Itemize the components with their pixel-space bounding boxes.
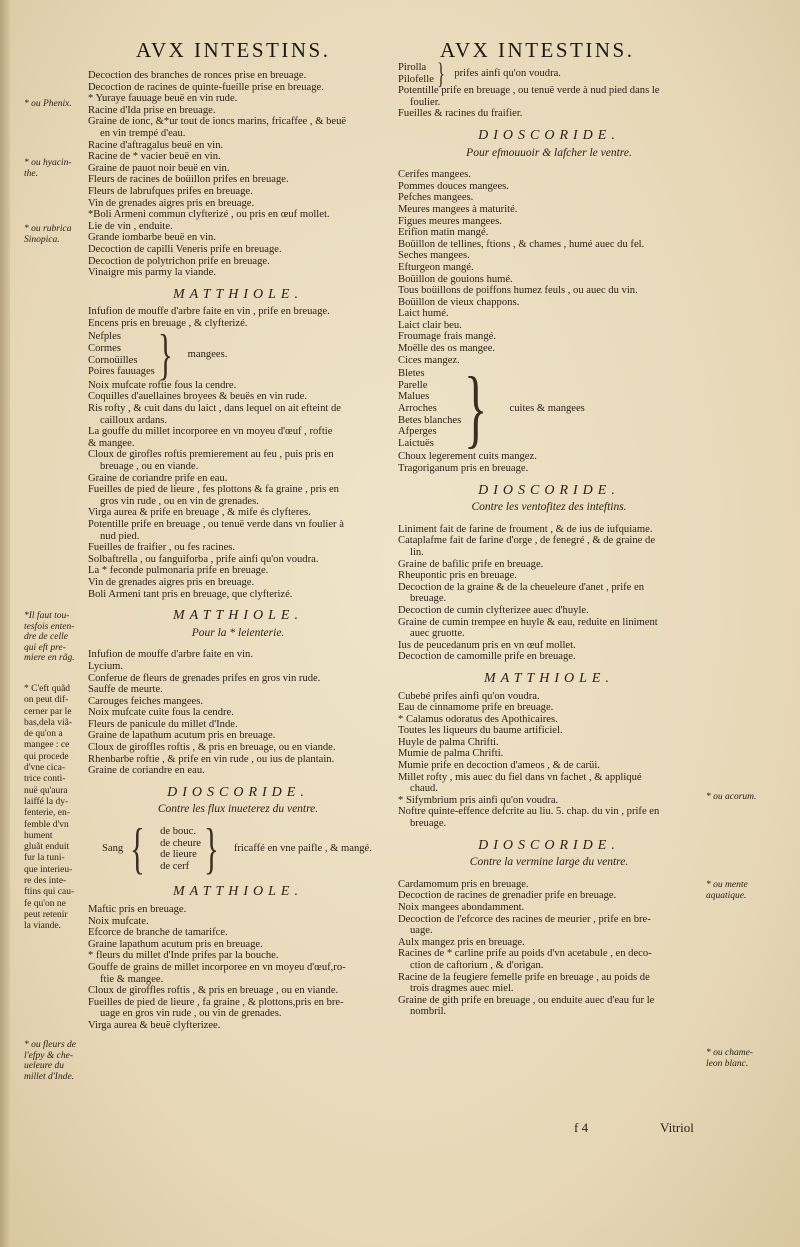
remedy-line: Grande iombarbe beuë en vin. <box>88 232 216 244</box>
remedy-line: Choux legerement cuits mangez. <box>398 451 537 463</box>
remedy-line: Graine de gith prife en breuage , ou enduite auec d'eau fur le <box>398 994 655 1006</box>
bracket-item: Malues <box>398 391 430 403</box>
remedy-line: Sauffe de meurte. <box>88 684 163 696</box>
margin-note-phenix: * ou Phenix. <box>24 99 72 109</box>
remedy-list <box>88 649 388 777</box>
remedy-line: Vinaigre mis parmy la viande. <box>88 267 216 279</box>
remedy-line: nombril. <box>410 1006 447 1018</box>
margin-note-pulmonaria: *Il faut tou- tesfois enten- dre de celle qui eft pre- miere en rãg. <box>24 611 75 663</box>
subsection-heading: Contre les flux inueterez du ventre. <box>157 803 319 816</box>
bracket-item: de bouc. <box>160 826 196 838</box>
brace-icon: } <box>436 56 445 90</box>
remedy-line: en vin trempé d'eau. <box>100 127 186 139</box>
remedy-list <box>88 70 388 279</box>
remedy-line: Efcorce de branche de tamarifce. <box>88 927 228 939</box>
remedy-line: Graine de coriandre prife en eau. <box>88 472 228 484</box>
section-heading: DIOSCORIDE. <box>478 837 620 853</box>
bracket-items <box>398 62 434 85</box>
margin-note-rubrica: * ou rubrica Sinopica. <box>24 224 72 245</box>
remedy-line: Mumie prife en decoction d'ameos , & de carüi. <box>398 760 600 772</box>
remedy-line: Pommes douces mangees. <box>398 180 509 192</box>
remedy-line: Boüillon de vieux chappons. <box>398 296 520 308</box>
remedy-line: foulier. <box>410 96 441 108</box>
remedy-line: chaud. <box>410 783 438 795</box>
remedy-line: Graine de pauot noir beuë en vin. <box>88 162 230 174</box>
bracket-group-pirolla <box>398 56 700 90</box>
remedy-line: Cerifes mangees. <box>398 169 471 181</box>
margin-note-leienterie: * C'eft quãd on peut dif- cerner par le bas,dela viã- de qu'on a mangee : ce qui procede d'vne cica- trice conti- nuë qu'aura laiffé la dy- fenterie, en- femble d'vn hument gluãt enduit fur la tuni- que interieu- re des inte- ftins qui cau- fe qu'on ne peut retenir la viande. <box>24 684 75 932</box>
brace-icon: } <box>203 818 219 881</box>
remedy-line: La gouffe du millet incorporee en vn moyeu d'œuf , roftie <box>88 426 333 438</box>
remedy-line: Vin de grenades aigres pris en breuage. <box>88 197 255 209</box>
section-heading: DIOSCORIDE. <box>478 127 620 143</box>
remedy-line: Fleurs de labrufques prifes en breuage. <box>88 185 253 197</box>
remedy-line: ftie & mangee. <box>100 973 164 985</box>
remedy-line: Cices mangez. <box>398 354 460 366</box>
remedy-line: Encens pris en breuage , & clyfterizé. <box>88 317 248 329</box>
remedy-line: Fueilles & racines du fraifier. <box>398 108 523 120</box>
remedy-list <box>398 85 700 120</box>
section-heading: MATTHIOLE. <box>484 670 614 686</box>
remedy-line: Erifïon matin mangé. <box>398 227 489 239</box>
remedy-line: Moëlle des os mangee. <box>398 343 496 355</box>
remedy-line: Racines de * carline prife au poids d'vn acetabule , en deco- <box>398 948 652 960</box>
remedy-line: Meures mangees à maturité. <box>398 203 518 215</box>
remedy-line: Cloux de giroffles roftis , & pris en breuage , ou en viande. <box>88 985 339 997</box>
remedy-line: Cloux de giroffles roftis , & pris en breuage, ou en viande. <box>88 742 336 754</box>
bracket-item: de cerf <box>160 860 190 872</box>
remedy-line: Decoction de capilli Veneris prife en breuage. <box>88 243 282 255</box>
section-heading: DIOSCORIDE. <box>478 482 620 498</box>
remedy-line: Graine de ionc, &*ur tout de ioncs marins, fricaffee , & beuë <box>88 116 347 128</box>
remedy-line: lin. <box>410 546 424 558</box>
bracket-group-sang <box>102 818 388 881</box>
remedy-line: & mangee. <box>88 437 135 449</box>
remedy-line: Seches mangees. <box>398 250 470 262</box>
remedy-line: Lie de vin , enduite. <box>88 220 173 232</box>
running-head-left: AVX INTESTINS. <box>136 38 331 62</box>
remedy-line: auec gruotte. <box>410 628 465 640</box>
brace-icon: } <box>464 359 488 457</box>
remedy-line: Toutes les liqueurs du baume artificiel. <box>398 725 563 737</box>
remedy-line: Gouffe de grains de millet incorporee en vn moyeu d'œuf,ro- <box>88 961 346 973</box>
remedy-line: Decoction de racines de grenadier prife en breuage. <box>398 890 617 902</box>
subsection-heading: Pour la * leienterie. <box>191 626 285 639</box>
remedy-line: Graine lapathum acutum pris en breuage. <box>88 938 263 950</box>
remedy-line: *Boli Armeni commun clyfterizé , ou pris en œuf mollet. <box>88 209 330 221</box>
remedy-line: Racine d'aftragalus beuë en vin. <box>88 139 224 151</box>
remedy-line: uage en gros vin rude , ou vin de grenades. <box>100 1008 282 1020</box>
remedy-line: Decoction de polytrichon prife en breuage. <box>88 255 270 267</box>
remedy-line: breuage , ou en viande. <box>100 461 199 472</box>
left-column <box>88 0 388 1032</box>
bracket-items <box>398 368 461 449</box>
remedy-line: Graine de cumin trempee en huyle & eau, reduite en liniment <box>398 616 658 628</box>
remedy-line: Infufion de mouffe d'arbre faite en vin , prife en breuage. <box>88 306 330 318</box>
remedy-line: Mumie de palma Chrifti. <box>398 748 504 760</box>
remedy-line: Vin de grenades aigres pris en breuage. <box>88 576 255 588</box>
subsection-heading: Contre les ventofitez des inteftins. <box>471 501 627 514</box>
margin-note-mente: * ou mente aquatique. <box>706 880 748 901</box>
remedy-line: Graine de lapathum acutum pris en breuage. <box>88 730 276 742</box>
subsection-heading: Pour efmouuoir & lafcher le ventre. <box>466 146 632 159</box>
remedy-line: Fueilles de pied de lieure , fes plottons & fa graine , pris en <box>88 484 339 496</box>
remedy-line: ction de caftorium , & d'origan. <box>410 959 544 971</box>
bracket-item: de cheure <box>160 837 201 849</box>
remedy-list <box>398 451 700 474</box>
remedy-line: Eau de cinnamome prife en breuage. <box>398 702 554 714</box>
remedy-line: trois dragmes auec miel. <box>410 983 514 995</box>
remedy-line: Decoction de la graine & de la cheueleure d'anet , prife en <box>398 581 645 593</box>
remedy-line: Decoction de racines de quinte-fueille prise en breuage. <box>88 81 324 93</box>
remedy-line: Graine de coriandre en eau. <box>88 765 205 777</box>
remedy-line: Noix mufcate. <box>88 915 149 927</box>
remedy-line: Cubebé prifes ainfi qu'on voudra. <box>398 690 540 702</box>
section-heading: MATTHIOLE. <box>173 884 303 900</box>
bracket-label: cuites & mangees <box>509 403 585 415</box>
section-heading: MATTHIOLE. <box>173 608 303 624</box>
bracket-item: Pirolla <box>398 62 427 73</box>
remedy-line: Decoction de l'efcorce des racines de meurier , prife en bre- <box>398 913 651 925</box>
remedy-list <box>88 306 388 329</box>
remedy-line: Boüillon de gouions humé. <box>398 273 513 285</box>
remedy-line: Ris rofty , & cuit dans du laict , dans lequel on ait efteint de <box>88 403 342 415</box>
remedy-line: Lycium. <box>88 660 124 672</box>
remedy-line: Decoction de camomille prife en breuage. <box>398 651 576 663</box>
bracket-item: Bletes <box>398 368 425 380</box>
margin-note-acorum: * ou acorum. <box>706 792 757 802</box>
remedy-line: Fleurs de racines de boüillon prifes en breuage. <box>88 174 289 186</box>
remedy-line: Noix mufcate roftie fous la cendre. <box>88 379 237 391</box>
remedy-list <box>88 380 388 600</box>
remedy-list <box>398 169 700 366</box>
remedy-line: Racine d'Ida prise en breuage. <box>88 104 216 116</box>
remedy-line: La * feconde pulmonaria prife en breuage. <box>88 565 269 577</box>
remedy-list <box>398 879 700 1018</box>
remedy-line: Aulx mangez pris en breuage. <box>398 936 525 948</box>
remedy-line: Tragoriganum pris en breuage. <box>398 463 529 474</box>
remedy-line: Virga aurea & prife en breuage , & mife és clyfteres. <box>88 507 311 519</box>
remedy-line: Graine de bafilic prife en breuage. <box>398 558 544 570</box>
bracket-item: Cormes <box>88 343 121 355</box>
remedy-line: Boli Armeni tant pris en breuage, que clyfterizé. <box>88 588 293 600</box>
remedy-line: Racine de la feugiere femelle prife en breuage , au poids de <box>398 971 650 983</box>
remedy-line: Decoction de cumin clyfterizee auec d'huyle. <box>398 604 589 616</box>
page-gutter <box>0 0 10 1247</box>
remedy-line: Virga aurea & beuë clyfterizee. <box>88 1019 221 1031</box>
remedy-line: Millet rofty , mis auec du fiel dans vn fachet , & appliqué <box>398 771 642 783</box>
margin-note-chameleon: * ou chame- leon blanc. <box>706 1048 753 1069</box>
bracket-label: prifes ainfi qu'on voudra. <box>454 67 561 79</box>
bracket-label: mangees. <box>187 348 228 360</box>
remedy-line: breuage. <box>410 818 447 830</box>
remedy-line: Infufion de mouffe d'arbre faite en vin. <box>88 649 253 661</box>
remedy-line: cailloux ardans. <box>100 414 168 426</box>
bracket-item: de lieure <box>160 849 197 861</box>
margin-note-hyacinthe: * ou hyacin- the. <box>24 158 72 179</box>
signature-mark: f 4 <box>574 1120 589 1135</box>
running-head-right: AVX INTESTINS. <box>440 38 635 62</box>
remedy-line: breuage. <box>410 593 447 605</box>
remedy-line: uage. <box>410 925 433 937</box>
bracket-label: fricaffé en vne paifle , & mangé. <box>233 843 372 855</box>
remedy-line: Cloux de girofles roftis premierement au feu , puis pris en <box>88 449 334 461</box>
remedy-line: Liniment fait de farine de froument , & de ius de iufquiame. <box>398 523 653 535</box>
remedy-line: Rheupontic pris en breuage. <box>398 570 517 582</box>
remedy-line: Noftre quinte-effence defcrite au liu. 5. chap. du vin , prife en <box>398 806 660 818</box>
brace-open-icon: { <box>130 818 145 881</box>
bracket-item: Pilofelle <box>398 73 434 85</box>
bracket-item: Cornoüilles <box>88 354 138 366</box>
remedy-line: Cardamomum pris en breuage. <box>398 878 529 890</box>
remedy-list <box>398 691 700 830</box>
remedy-line: Rhenbarbe roftie , & prife en vin rude , ou ius de plantain. <box>88 753 335 765</box>
bracket-item: Laictuës <box>398 437 434 449</box>
bracket-item: Betes blanches <box>398 414 462 426</box>
bracket-item: Afperges <box>398 426 437 438</box>
remedy-line: Laict clair beu. <box>398 319 462 331</box>
remedy-line: Huyle de palma Chrifti. <box>398 736 499 748</box>
bracket-item: Arroches <box>398 403 437 415</box>
remedy-line: Boüillon de tellines, ftions , & chames , humé auec du fel. <box>398 238 645 250</box>
remedy-line: Fueilles de pied de lieure , fa graine , & plottons,pris en bre- <box>88 996 344 1008</box>
remedy-line: Froumage frais mangé. <box>398 331 496 343</box>
remedy-line: Solbaftrella , ou fanguiforba , prife ainfi qu'on voudra. <box>88 553 319 565</box>
remedy-line: Fueilles de fraifier , ou fes racines. <box>88 542 236 554</box>
bracket-items <box>88 331 155 377</box>
remedy-line: gros vin rude , ou en vin de grenades. <box>100 495 259 507</box>
remedy-list <box>398 524 700 663</box>
bracket-item: Nefples <box>88 331 121 343</box>
margin-note-millet: * ou fleurs de l'efpy & che- ueleure du millet d'Inde. <box>24 1040 76 1082</box>
remedy-line: nud pied. <box>100 530 140 542</box>
remedy-line: Ius de peucedanum pris en vn œuf mollet. <box>398 639 576 651</box>
remedy-line: Pefches mangees. <box>398 192 474 204</box>
bracket-items <box>160 826 201 872</box>
catchword: Vitriol <box>660 1120 694 1135</box>
remedy-line: Racine de * vacier beuë en vin. <box>88 151 221 163</box>
subsection-heading: Contre la vermine large du ventre. <box>469 856 629 869</box>
bracket-item: Parelle <box>398 379 428 391</box>
remedy-line: * Yuraye fauuage beuë en vin rude. <box>88 93 238 105</box>
remedy-line: Laict humé. <box>398 308 449 320</box>
right-column <box>398 0 700 1018</box>
remedy-line: Cataplafme fait de farine d'orge , de fenegré , & de graine de <box>398 535 656 547</box>
remedy-line: Efturgeon mangé. <box>398 261 474 273</box>
section-heading: DIOSCORIDE. <box>167 784 309 800</box>
remedy-line: Conferue de fleurs de grenades prifes en gros vin rude. <box>88 672 321 684</box>
remedy-line: Carouges feiches mangees. <box>88 695 204 707</box>
remedy-line: * Sifymbrium pris ainfi qu'on voudra. <box>398 794 559 806</box>
remedy-list <box>88 904 388 1032</box>
remedy-line: Figues meures mangees. <box>398 215 502 227</box>
remedy-line: Noix mangees abondamment. <box>398 902 525 913</box>
remedy-line: Noix mufcate cuite fous la cendre. <box>88 707 234 719</box>
remedy-line: Potentille prife en breuage , ou tenuë verde dans vn foulier à <box>88 518 344 530</box>
bracket-item: Poires fauuages <box>88 366 155 378</box>
remedy-line: Tous boüillons de poiffons humez feuls , ou auec du vin. <box>398 285 638 297</box>
remedy-line: * Calamus odoratus des Apothicaires. <box>398 713 558 725</box>
remedy-line: Coquilles d'auellaines broyees & beuës en vin rude. <box>88 391 308 403</box>
section-heading: MATTHIOLE. <box>173 286 303 302</box>
remedy-line: Decoction des branches de ronces prise en breuage. <box>88 70 307 81</box>
sang-label: Sang <box>102 843 124 855</box>
brace-icon: } <box>157 323 173 386</box>
remedy-line: Fleurs de panicule du millet d'Inde. <box>88 718 238 730</box>
remedy-line: * fleurs du millet d'Inde prifes par la bouche. <box>88 950 279 962</box>
remedy-line: Potentille prife en breuage , ou tenuë verde à nud pied dans le <box>398 85 660 97</box>
remedy-line: Maftic pris en breuage. <box>88 904 187 915</box>
